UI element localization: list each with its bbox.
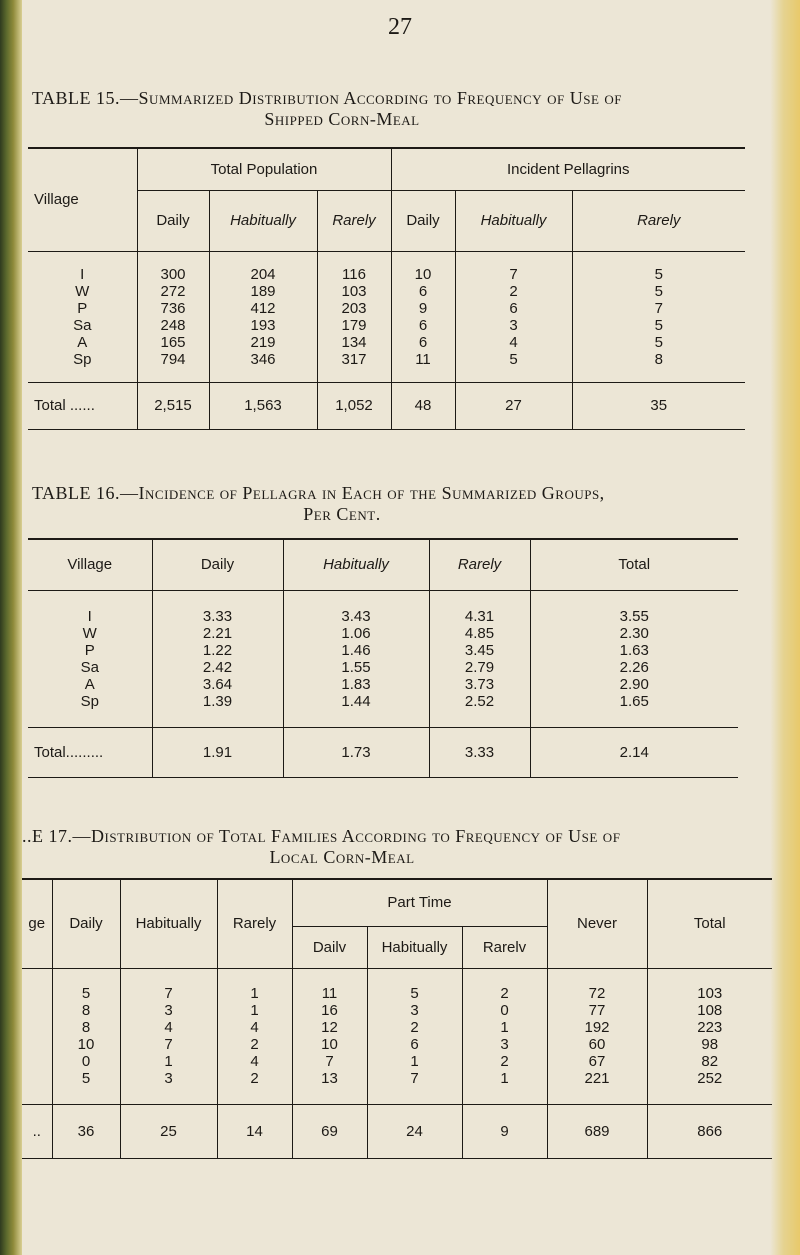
table17-pt-daily-column bbox=[292, 968, 367, 1104]
table15-title-line2: Shipped Corn-Meal bbox=[264, 109, 420, 129]
table17-title-line1: ..E 17.—Distribution of Total Families According to Frequency of Use of bbox=[22, 826, 621, 846]
table17-total: 25 bbox=[120, 1104, 217, 1158]
table17-cell: 72 bbox=[588, 985, 606, 1002]
table15-cell: 5 bbox=[654, 282, 663, 300]
table15-cell: 5 bbox=[509, 350, 518, 368]
table17-cell: 3 bbox=[500, 1036, 509, 1053]
table17-header-habitually: Habitually bbox=[120, 879, 217, 968]
table17-pt-rarely-column bbox=[462, 968, 547, 1104]
table16-cell: 2.90 bbox=[619, 675, 649, 693]
table17-rarely-column bbox=[217, 968, 292, 1104]
table17-cell: 103 bbox=[697, 985, 723, 1002]
table15-total: 1,052 bbox=[317, 382, 391, 429]
table17-cell: 77 bbox=[588, 1002, 606, 1019]
table17-cell: 2 bbox=[500, 1053, 509, 1070]
table17-cell: 7 bbox=[410, 1070, 419, 1087]
table15-cell: 9 bbox=[418, 299, 428, 317]
table15-cell: 204 bbox=[250, 265, 276, 283]
table17-cell: 0 bbox=[81, 1053, 91, 1070]
table15-cell: 272 bbox=[160, 282, 186, 300]
table16-cell: 1.63 bbox=[619, 641, 649, 659]
table16-cell: 1.22 bbox=[202, 641, 233, 659]
table16-cell: 4.85 bbox=[464, 624, 495, 642]
table17-cell: 6 bbox=[410, 1036, 419, 1053]
table17-cell: 7 bbox=[325, 1053, 334, 1070]
table17-cell: 4 bbox=[250, 1053, 259, 1070]
table15-pel-rarely-column bbox=[572, 251, 745, 382]
table17-cell: 1 bbox=[410, 1053, 419, 1070]
table15-cell: 116 bbox=[342, 265, 366, 283]
table16-village-column bbox=[28, 590, 152, 727]
table15-header-pel-habitually: Habitually bbox=[455, 190, 572, 251]
table15-total: 2,515 bbox=[137, 382, 209, 429]
table16-cell: 3.64 bbox=[202, 675, 233, 693]
table16-cell: 1.65 bbox=[619, 692, 649, 710]
table17-village-column bbox=[22, 968, 52, 1104]
table15-village: Sp bbox=[73, 350, 92, 368]
table15-header-incident-pellagrins: Incident Pellagrins bbox=[391, 148, 745, 190]
table17-header-part-time: Part Time bbox=[292, 879, 547, 926]
table15-header-pel-rarely: Rarely bbox=[572, 190, 745, 251]
table16-total-column bbox=[530, 590, 738, 727]
table17-total: 866 bbox=[697, 1122, 723, 1140]
table15-total: 48 bbox=[391, 382, 455, 429]
table17-cell: 10 bbox=[77, 1036, 95, 1053]
table16-cell: 1.55 bbox=[341, 658, 371, 676]
table17-cell: 5 bbox=[81, 1070, 91, 1087]
table17-total: 69 bbox=[292, 1104, 367, 1158]
table15-cell: 7 bbox=[509, 265, 518, 283]
table15-village: P bbox=[77, 299, 88, 317]
table15-pel-habitually-column bbox=[455, 251, 572, 382]
table16-cell: 3.55 bbox=[619, 607, 649, 625]
table17-header-daily: Daily bbox=[52, 879, 120, 968]
table17-cell: 223 bbox=[697, 1019, 723, 1036]
table16-cell: 4.31 bbox=[464, 607, 495, 625]
table15-caption bbox=[32, 88, 772, 130]
table16-cell: 1.39 bbox=[202, 692, 233, 710]
table17-cell: 2 bbox=[250, 1036, 259, 1053]
table16-cell: 3.45 bbox=[464, 641, 495, 659]
table15-village: I bbox=[80, 265, 85, 283]
table15-cell: 346 bbox=[250, 350, 276, 368]
table15-cell: 317 bbox=[341, 350, 367, 368]
table16-cell: 2.30 bbox=[619, 624, 649, 642]
table17-header-rarely: Rarely bbox=[217, 879, 292, 968]
table16-cell: 2.52 bbox=[464, 692, 495, 710]
table15 bbox=[28, 147, 745, 430]
table15-cell: 5 bbox=[654, 265, 663, 283]
table16-header-daily: Daily bbox=[152, 539, 283, 590]
table16-title-line1: TABLE 16.—Incidence of Pellagra in Each of the Summarized Groups, bbox=[32, 483, 605, 503]
table17-cell: 252 bbox=[697, 1070, 723, 1087]
table15-total-label: Total ...... bbox=[28, 382, 137, 429]
table17 bbox=[22, 878, 772, 1159]
table17-cell: 7 bbox=[164, 985, 173, 1002]
table17-cell: 82 bbox=[701, 1053, 719, 1070]
table15-header-pop-daily: Daily bbox=[137, 190, 209, 251]
table17-cell: 67 bbox=[588, 1053, 606, 1070]
table16-cell: 1.46 bbox=[341, 641, 371, 659]
table16-village: I bbox=[87, 607, 92, 625]
table15-total: 27 bbox=[455, 382, 572, 429]
table15-header-village: Village bbox=[28, 148, 137, 251]
table15-cell: 203 bbox=[341, 299, 367, 317]
table16-cell: 1.44 bbox=[341, 692, 371, 710]
table16-cell: 2.21 bbox=[202, 624, 233, 642]
table15-cell: 10 bbox=[414, 265, 432, 283]
table17-cell: 108 bbox=[697, 1002, 723, 1019]
table17-cell: 8 bbox=[81, 1019, 91, 1036]
table17-pt-habitually-column bbox=[367, 968, 462, 1104]
table15-cell: 736 bbox=[160, 299, 186, 317]
table17-cell: 192 bbox=[584, 1019, 610, 1036]
table16-cell: 3.43 bbox=[341, 607, 371, 625]
table17-cell: 13 bbox=[321, 1070, 338, 1087]
table16-village: A bbox=[84, 675, 95, 693]
table16-header-village: Village bbox=[28, 539, 152, 590]
table15-cell: 6 bbox=[418, 282, 428, 300]
table15-header-total-population: Total Population bbox=[137, 148, 391, 190]
table17-header-never: Never bbox=[547, 879, 647, 968]
table17-cell: 5 bbox=[81, 985, 91, 1002]
table15-title-line1: TABLE 15.—Summarized Distribution According to Frequency of Use of bbox=[32, 88, 623, 108]
table15-pop-habitually-column bbox=[209, 251, 317, 382]
table15-cell: 7 bbox=[654, 299, 663, 317]
table17-cell: 4 bbox=[250, 1019, 259, 1036]
table17-cell: 11 bbox=[321, 985, 338, 1002]
table15-pel-daily-column bbox=[391, 251, 455, 382]
table17-daily-column bbox=[52, 968, 120, 1104]
table16-cell: 3.73 bbox=[464, 675, 495, 693]
table16-title-line2: Per Cent. bbox=[303, 504, 381, 524]
table17-never-column bbox=[547, 968, 647, 1104]
table15-cell: 5 bbox=[654, 333, 663, 351]
table16-daily-column bbox=[152, 590, 283, 727]
table17-cell: 0 bbox=[500, 1002, 509, 1019]
table17-cell: 221 bbox=[584, 1070, 610, 1087]
table16-rarely-column bbox=[429, 590, 530, 727]
table17-header-village: ge bbox=[22, 879, 52, 968]
table15-pop-daily-column bbox=[137, 251, 209, 382]
table15-cell: 219 bbox=[250, 333, 276, 351]
table16-cell: 2.42 bbox=[202, 658, 233, 676]
table16-cell: 2.26 bbox=[619, 658, 649, 676]
table15-header-pop-rarely: Rarely bbox=[317, 190, 391, 251]
table17-cell: 3 bbox=[410, 1002, 419, 1019]
book-binding-left bbox=[0, 0, 22, 1255]
table15-cell: 794 bbox=[160, 350, 186, 368]
table16-village: W bbox=[82, 624, 97, 642]
table17-total: 36 bbox=[52, 1104, 120, 1158]
table16-total: 1.73 bbox=[283, 727, 429, 777]
table16-habitually-column bbox=[283, 590, 429, 727]
table17-caption bbox=[22, 826, 782, 868]
table15-total: 35 bbox=[650, 397, 668, 414]
table17-cell: 98 bbox=[701, 1036, 719, 1053]
table17-cell: 7 bbox=[164, 1036, 173, 1053]
table15-total: 1,563 bbox=[209, 382, 317, 429]
table17-cell: 12 bbox=[321, 1019, 338, 1036]
table16-total: 1.91 bbox=[152, 727, 283, 777]
table15-cell: 103 bbox=[341, 282, 367, 300]
table15-cell: 6 bbox=[509, 299, 518, 317]
table17-cell: 1 bbox=[500, 1019, 509, 1036]
table15-cell: 248 bbox=[160, 316, 186, 334]
table15-pop-rarely-column bbox=[317, 251, 391, 382]
table16-cell: 2.79 bbox=[464, 658, 495, 676]
table15-village: A bbox=[77, 333, 88, 351]
table17-cell: 4 bbox=[164, 1019, 173, 1036]
table17-cell: 10 bbox=[321, 1036, 338, 1053]
table16-village: Sa bbox=[80, 658, 99, 676]
table16-cell: 1.83 bbox=[341, 675, 371, 693]
table16 bbox=[28, 538, 738, 778]
table16-total: 2.14 bbox=[619, 743, 649, 761]
table17-total-column bbox=[647, 968, 772, 1104]
table17-cell: 2 bbox=[250, 1070, 259, 1087]
table16-cell: 3.33 bbox=[202, 607, 233, 625]
table15-cell: 2 bbox=[509, 282, 518, 300]
table16-header-rarely: Rarely bbox=[429, 539, 530, 590]
table17-total: 14 bbox=[217, 1104, 292, 1158]
table15-cell: 179 bbox=[341, 316, 367, 334]
table16-header-total: Total bbox=[530, 539, 738, 590]
table15-cell: 193 bbox=[250, 316, 276, 334]
table17-total: 24 bbox=[367, 1104, 462, 1158]
table17-cell: 3 bbox=[164, 1002, 173, 1019]
table17-cell: 5 bbox=[410, 985, 419, 1002]
table17-header-total: Total bbox=[647, 879, 772, 968]
table16-total-label: Total......... bbox=[28, 727, 152, 777]
table15-cell: 412 bbox=[250, 299, 276, 317]
table16-total: 3.33 bbox=[429, 727, 530, 777]
table16-header-habitually: Habitually bbox=[283, 539, 429, 590]
table17-cell: 1 bbox=[164, 1053, 173, 1070]
table15-cell: 11 bbox=[415, 350, 431, 368]
table15-cell: 189 bbox=[250, 282, 276, 300]
table17-cell: 8 bbox=[81, 1002, 91, 1019]
table16-village: Sp bbox=[80, 692, 99, 710]
table15-header-pel-daily: Daily bbox=[391, 190, 455, 251]
table16-village: P bbox=[84, 641, 95, 659]
table17-total: 9 bbox=[462, 1104, 547, 1158]
table17-cell: 16 bbox=[321, 1002, 338, 1019]
table15-header-pop-habitually: Habitually bbox=[209, 190, 317, 251]
table15-village: W bbox=[75, 282, 90, 300]
table17-habitually-column bbox=[120, 968, 217, 1104]
table15-cell: 300 bbox=[160, 265, 186, 283]
table17-header-pt-rarely: Rarelv bbox=[462, 926, 547, 968]
table15-cell: 6 bbox=[418, 316, 428, 334]
table17-total-label: .. bbox=[22, 1104, 52, 1158]
table15-cell: 165 bbox=[160, 333, 186, 351]
table17-cell: 2 bbox=[410, 1019, 419, 1036]
table15-village-column bbox=[28, 251, 137, 382]
table17-cell: 1 bbox=[250, 985, 259, 1002]
table15-cell: 4 bbox=[509, 333, 518, 351]
table17-cell: 60 bbox=[588, 1036, 606, 1053]
table16-caption bbox=[32, 483, 772, 525]
table15-cell: 134 bbox=[341, 333, 367, 351]
table17-total: 689 bbox=[547, 1104, 647, 1158]
table17-cell: 1 bbox=[500, 1070, 509, 1087]
table17-title-line2: Local Corn-Meal bbox=[269, 847, 415, 867]
table17-cell: 3 bbox=[164, 1070, 173, 1087]
table15-village: Sa bbox=[73, 316, 92, 334]
page-number: 27 bbox=[388, 14, 412, 40]
table15-cell: 3 bbox=[509, 316, 518, 334]
page-edge-right bbox=[770, 0, 800, 1255]
table17-header-pt-habitually: Habitually bbox=[367, 926, 462, 968]
table17-cell: 2 bbox=[500, 985, 509, 1002]
table15-cell: 8 bbox=[654, 350, 663, 368]
table17-cell: 1 bbox=[250, 1002, 259, 1019]
table15-cell: 5 bbox=[654, 316, 663, 334]
table17-header-pt-daily: Dailv bbox=[292, 926, 367, 968]
table16-cell: 1.06 bbox=[341, 624, 371, 642]
table15-cell: 6 bbox=[418, 333, 428, 351]
